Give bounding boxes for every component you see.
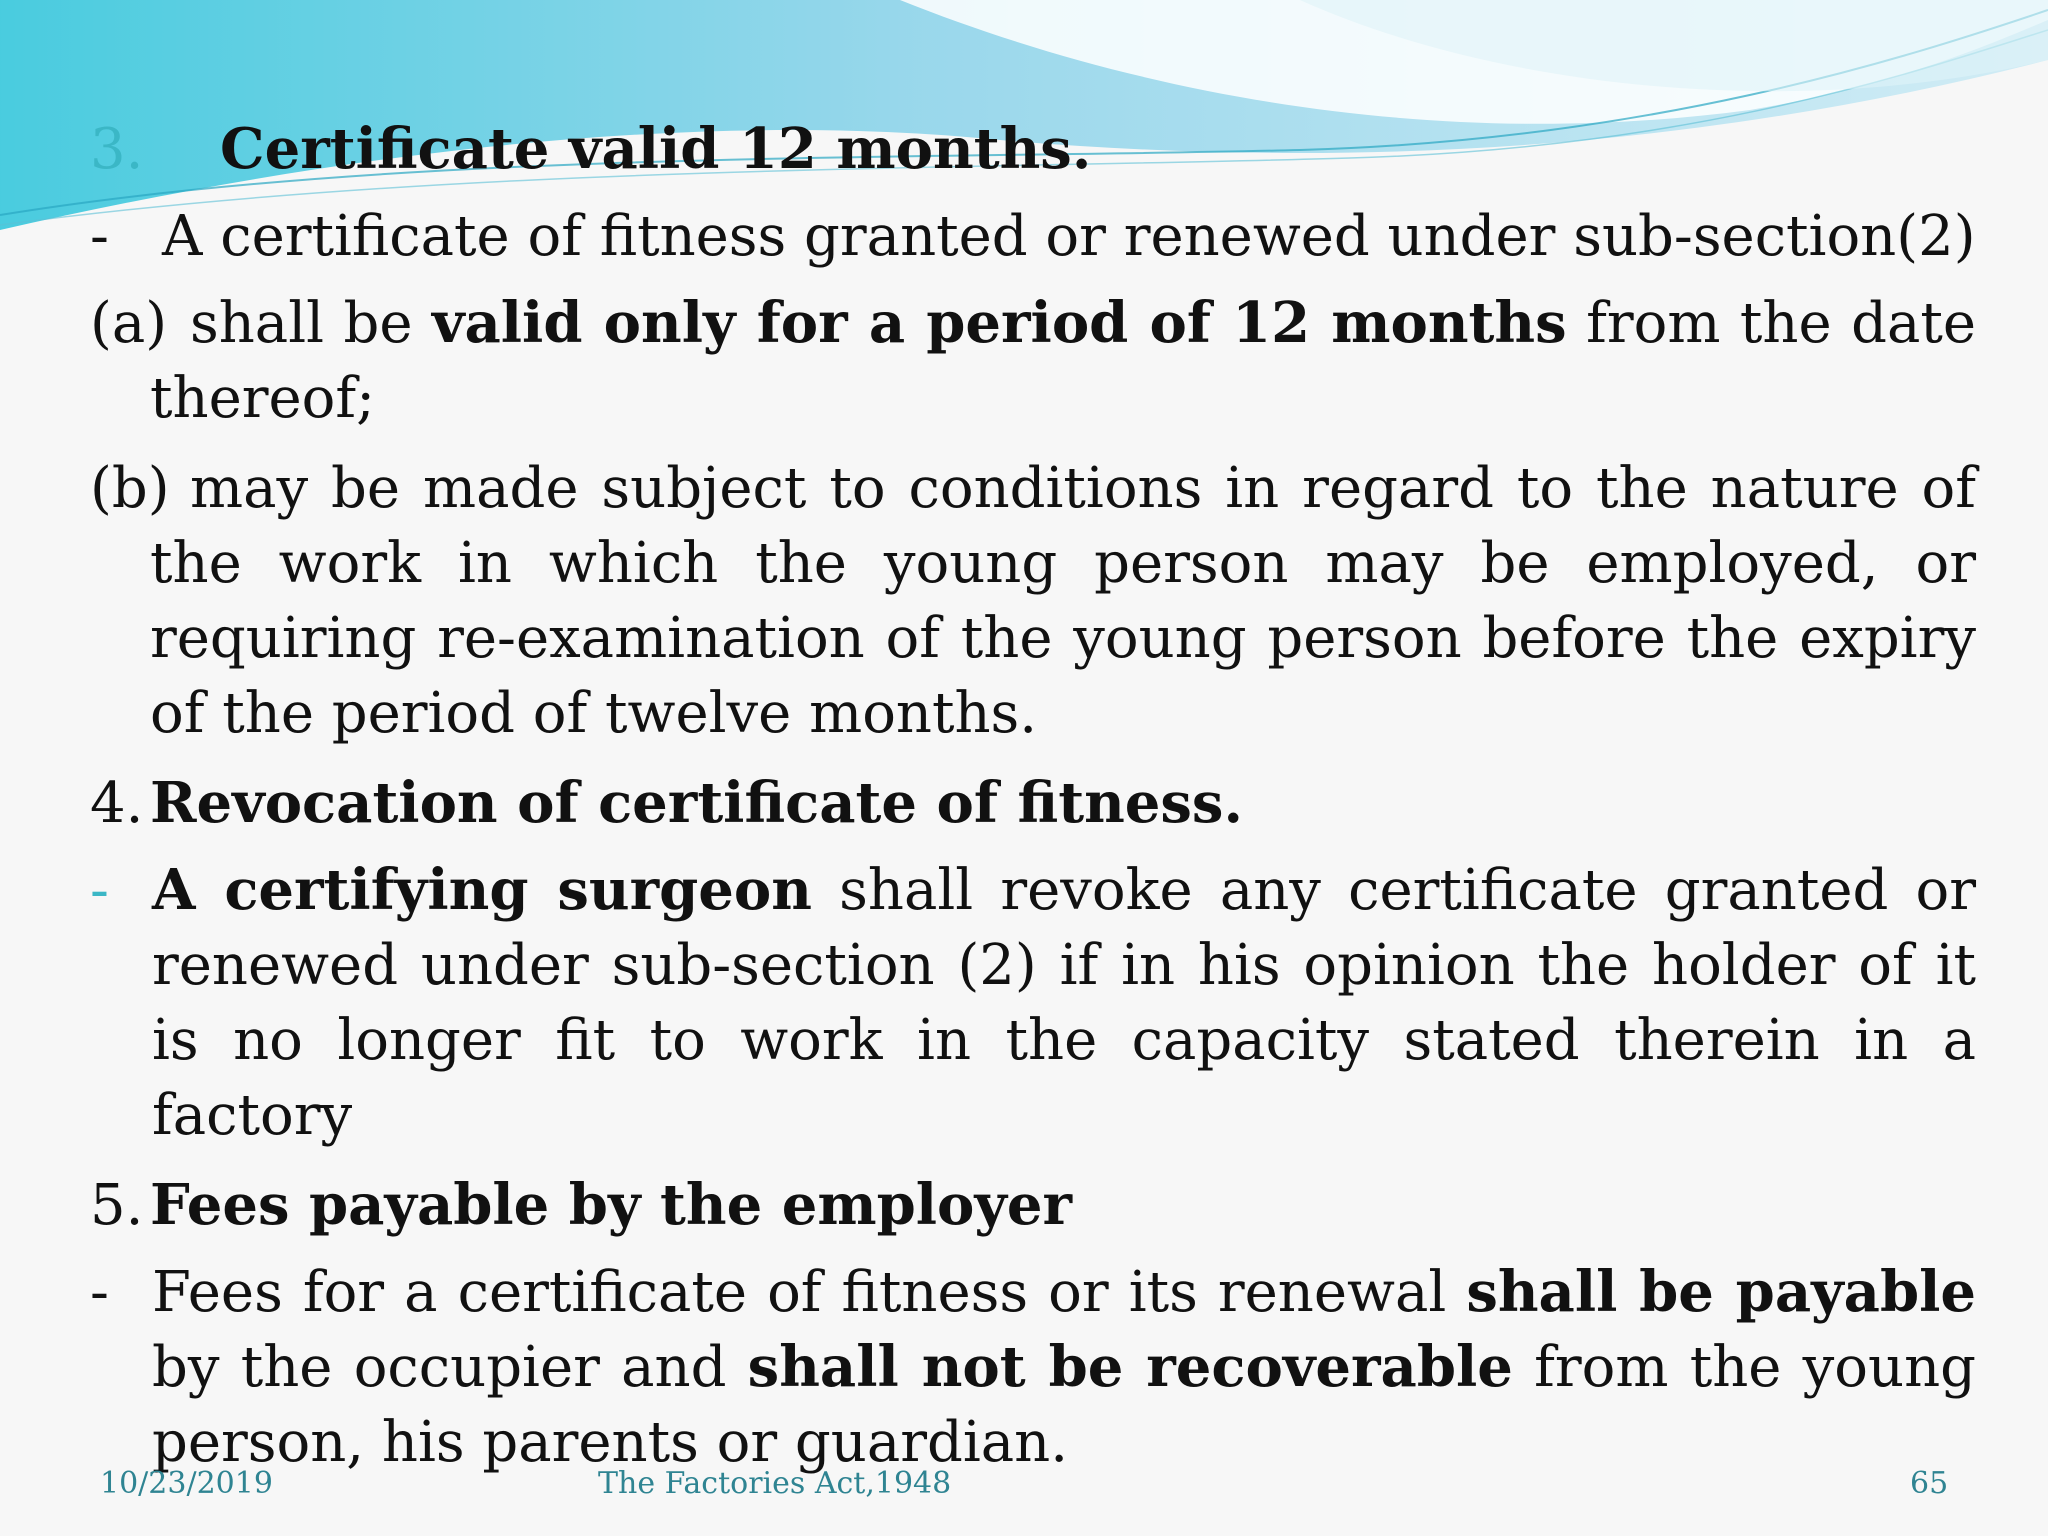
footer-date: 10/23/2019 <box>100 1466 273 1501</box>
item-text-bold: valid only for a period of 12 months <box>431 290 1567 356</box>
bullet-revocation <box>90 853 1976 1153</box>
bullet-text-mid: by the occupier and <box>152 1335 748 1400</box>
item-b <box>90 451 1976 751</box>
bullet-fees <box>90 1255 1976 1480</box>
section-number: 3. <box>90 117 144 182</box>
slide-body <box>90 112 1976 1495</box>
item-text-pre: shall be <box>190 291 432 356</box>
heading-text: Revocation of certificate of fitness. <box>150 770 1243 836</box>
item-marker: (b) <box>90 456 170 521</box>
dash-marker: - <box>90 1260 109 1325</box>
item-a <box>90 286 1976 436</box>
section-3-heading <box>90 112 1976 187</box>
bullet-text-post: shall revoke any certificate granted or renewed under sub-section (2) if in his opinion the holder of it is no longer fit to work in the capacity stated therein in a factory <box>152 858 1976 1148</box>
bullet-certificate-validity <box>90 199 1976 274</box>
item-marker: (a) <box>90 291 168 356</box>
heading-text: Certificate valid 12 months. <box>220 116 1092 182</box>
bullet-text-bold: A certifying surgeon <box>152 857 812 923</box>
section-5-heading <box>90 1168 1976 1243</box>
bullet-text: A certificate of fitness granted or renewed under sub-section(2) <box>162 204 1976 269</box>
heading-text: Fees payable by the employer <box>150 1172 1073 1238</box>
bullet-text-pre: Fees for a certificate of fitness or its renewal <box>152 1260 1467 1325</box>
footer-title: The Factories Act,1948 <box>598 1466 952 1501</box>
section-number: 5. <box>90 1173 144 1238</box>
bullet-text-post: from the young person, his parents or guardian. <box>152 1335 1977 1475</box>
dash-marker: - <box>90 858 109 923</box>
bullet-text-bold-1: shall be payable <box>1466 1259 1976 1325</box>
dash-marker: - <box>90 204 109 269</box>
bullet-text-bold-2: shall not be recoverable <box>747 1334 1513 1400</box>
footer-page-number: 65 <box>1910 1466 1949 1501</box>
section-4-heading <box>90 766 1976 841</box>
section-number: 4. <box>90 771 144 836</box>
item-text-post: from the date thereof; <box>150 291 1976 431</box>
item-text: may be made subject to conditions in regard to the nature of the work in which the young person may be employed, or requiring re-examination of the young person before the expiry of the period of twelve months. <box>150 456 1976 746</box>
